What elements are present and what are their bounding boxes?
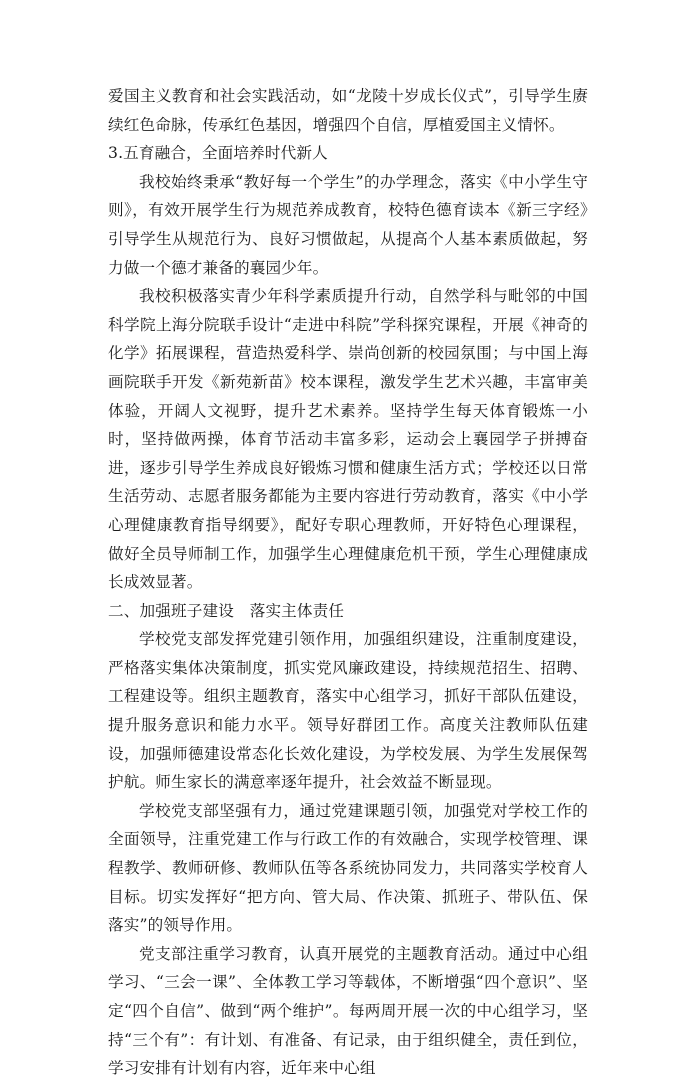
section-heading-five-education: 3.五育融合，全面培养时代新人 — [108, 144, 328, 163]
paragraph-party-study-education: 党支部注重学习教育，认真开展党的主题教育活动。通过中心组学习、“三会一课”、全体教工学习等载体，不断增强“四个意识”、坚定“四个自信”、做到“两个维护”。每两周开展一次的中心组学习，坚持“三个有”：有计划、有准备、有记录，由于组织健全，责任到位，学习安排有计划有内容，近年来中心组 — [108, 944, 588, 1078]
section-heading-leadership: 二、加强班子建设 落实主体责任 — [108, 601, 345, 620]
paragraph-patriotic-education: 爱国主义教育和社会实践活动，如“龙陵十岁成长仪式”，引导学生赓续红色命脉，传承红色基因，增强四个自信，厚植爱国主义情怀。 — [108, 87, 588, 134]
paragraph-science-arts-sports: 我校积极落实青少年科学素质提升行动，自然学科与毗邻的中国科学院上海分院联手设计“走进中科院”学科探究课程，开展《神奇的化学》拓展课程，营造热爱科学、崇尚创新的校园氛围；与中国上海画院联手开发《新苑新苗》校本课程，激发学生艺术兴趣，丰富审美体验，开阔人文视野，提升艺术素养。坚持学生每天体育锻炼一小时，坚持做两操，体育节活动丰富多彩，运动会上襄园学子拼搏奋进，逐步引导学生养成良好锻炼习惯和健康生活方式；学校还以日常生活劳动、志愿者服务都能为主要内容进行劳动教育，落实《中小学心理健康教育指导纲要》，配好专职心理教师，开好特色心理课程，做好全员导师制工作，加强学生心理健康危机干预，学生心理健康成长成效显著。 — [108, 287, 588, 592]
paragraph-party-branch-strength: 学校党支部坚强有力，通过党建课题引领，加强党对学校工作的全面领导，注重党建工作与行政工作的有效融合，实现学校管理、课程教学、教师研修、教师队伍等各系统协同发力，共同落实学校育人目标。切实发挥好“把方向、管大局、作决策、抓班子、带队伍、保落实”的领导作用。 — [108, 801, 588, 935]
paragraph-school-philosophy: 我校始终秉承“教好每一个学生”的办学理念，落实《中小学生守则》，有效开展学生行为规范养成教育，校特色德育读本《新三字经》引导学生从规范行为、良好习惯做起，从提高个人基本素质做起，努力做一个德才兼备的襄园少年。 — [108, 172, 588, 277]
paragraph-party-branch-role: 学校党支部发挥党建引领作用，加强组织建设，注重制度建设，严格落实集体决策制度，抓实党风廉政建设，持续规范招生、招聘、工程建设等。组织主题教育，落实中心组学习，抓好干部队伍建设，提升服务意识和能力水平。领导好群团工作。高度关注教师队伍建设，加强师德建设常态化长效化建设，为学校发展、为学生发展保驾护航。师生家长的满意率逐年提升，社会效益不断显现。 — [108, 630, 588, 792]
document-body — [108, 82, 588, 1083]
